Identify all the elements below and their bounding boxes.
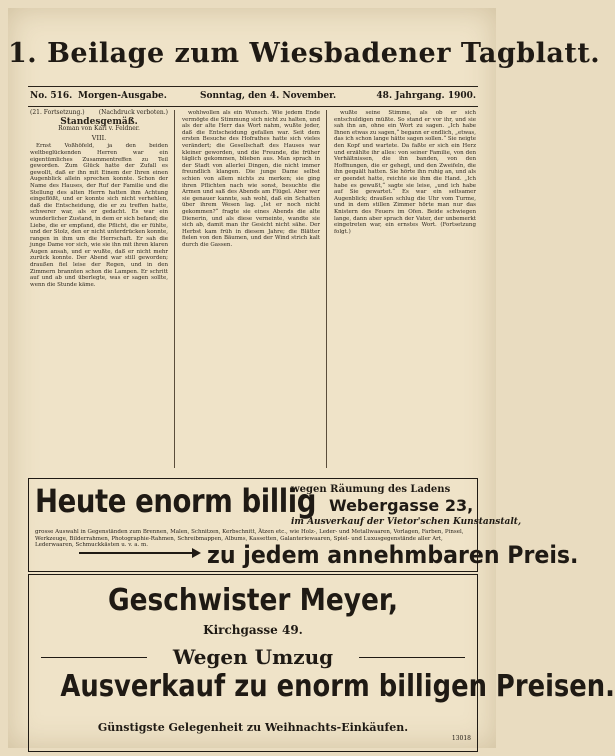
story-chapter: VIII. [91, 133, 107, 142]
issue-edition: Morgen-Ausgabe. [78, 91, 167, 101]
masthead-rule-top [28, 86, 478, 87]
issue-date: Sonntag, den 4. November. [200, 91, 337, 101]
newspaper-page [8, 8, 615, 748]
ad-reason: wegen Räumung des Ladens [291, 484, 451, 495]
masthead-rule-bottom [28, 106, 478, 107]
column-1 [30, 110, 168, 468]
ad-address: Webergasse 23, [329, 496, 474, 515]
story-byline: Roman von Karl v. Feldner. [58, 125, 140, 133]
ad-product-list: grosse Auswahl in Gegenständen zum Brennen, Malen, Schnitzen, Kerbschnitt, Ätzen etc., wie Holz-, Leder- und Metallwaaren, Vorlagen, Farben, Pinsel, Werkzeuge, Bilderrahmen, Photographie-Rahmen, Schreibmappen, Albums, Kassetten, Galanteriewaaren, Spiel- und Luxusgegenstände aller Art, Lederwaaren, Schmuckkästen u. v. a. m. [35, 529, 464, 548]
issue-number: No. 516. [30, 91, 73, 101]
ad-number: 13018 [451, 735, 471, 742]
column-2 [182, 110, 320, 468]
column-divider-2 [326, 110, 327, 468]
column-1-body: Ernst Voßhöfeld, ja den beiden weltbeglückenden Herren war ein eigentümliches Zusammentreffen zu Teil geworden. Zum Glück hatte der Zufall es gewollt, daß er ihn mit Einem der Ihren einen Augenblick allein sprechen konnte. Schon der Name des Hauses, der Ruf der Familie und die Stellung des alten Herrn hatten ihm Achtung eingeflößt, und er konnte sich nicht verhehlen, daß die Entscheidung, die er zu treffen hatte, schwerer war, als er gedacht. Es war ein wunderlicher Zustand, in dem er sich befand; die Liebe, die er empfand, die Pflicht, die er fühlte, und der Stolz, den er nicht unterdrücken konnte, rangen in ihm um die Herrschaft. Er sah die junge Dame vor sich, wie sie ihn mit ihren klaren Augen ansah, und er wußte, daß er nicht mehr zurück konnte. Der Abend war still geworden; draußen fiel leise der Regen, und in den Zimmern brannten schon die Lampen. Er schritt auf und ab und überlegte, was er sagen sollte, wenn die Stunde käme. [30, 143, 168, 288]
ad-headline: Heute enorm billig [35, 482, 317, 520]
ad-sale-headline: Ausverkauf zu enorm billigen Preisen. [60, 669, 615, 704]
column-1-header [30, 110, 168, 117]
reprint-note: (Nachdruck verboten.) [98, 109, 168, 116]
ad-shop-name: im Ausverkauf der Vietor'schen Kunstanstalt, [291, 517, 522, 527]
ad-footer-line: Günstigste Gelegenheit zu Weihnachts-Einkäufen. [97, 721, 409, 734]
ad-firm-name: Geschwister Meyer, [107, 583, 399, 618]
continuation-note: (21. Fortsetzung.) [30, 109, 85, 116]
ad-street: Kirchgasse 49. [203, 623, 303, 637]
masthead-title: 1. Beilage zum Wiesbadener Tagblatt. [8, 38, 601, 69]
ad-price-line: zu jedem annehmbaren Preis. [207, 541, 579, 569]
column-2-body: wohlwollen als ein Wunsch. Wie jedem Ende vermögte die Stimmung sich nicht zu halten, und als der alte Herr das Wort nahm, wußte jeder, daß die Entscheidung gefallen war. Seit dem ersten Besuche des Hofrathes hatte sich vieles verändert; die Gesellschaft des Hauses war kleiner geworden, und die Freunde, die früher täglich gekommen, blieben aus. Man sprach in der Stadt von allerlei Dingen, die nicht immer freundlich klangen. Die junge Dame selbst schien von allem nichts zu merken; sie ging ihren Pflichten nach wie sonst, besuchte die Armen und saß des Abends am Flügel. Aber wer sie genauer kannte, sah wohl, daß ein Schatten über ihrem Wesen lag. „Ist er noch nicht gekommen?“ fragte sie eines Abends die alte Dienerin, und als diese verneinte, wandte sie sich ab, damit man ihr Gesicht nicht sähe. Der Herbst kam früh in diesem Jahre; die Blätter fielen von den Bäumen, und der Wind strich kalt durch die Gassen. [182, 110, 320, 248]
arrow-right-icon [79, 552, 199, 554]
ad-moving-reason: Wegen Umzug [172, 645, 334, 669]
story-title: Standesgemäß. [60, 116, 138, 127]
issue-info-bar [30, 91, 476, 105]
advertisement-moving-sale [28, 574, 615, 752]
ad-rule-right [359, 657, 465, 658]
column-3-body: wußte seine Stimme, als ob er sich entschuldigen müßte. So stand er vor ihr, und sie sah ihn an, ohne ein Wort zu sagen. „Ich habe Ihnen etwas zu sagen,“ begann er endlich, „etwas, das ich schon lange hätte sagen sollen.“ Sie neigte den Kopf und wartete. Da faßte er sich ein Herz und erzählte ihr alles: von seiner Familie, von den Verhältnissen, die ihn banden, von den Hoffnungen, die er gehegt, und den Zweifeln, die ihn gequält hatten. Sie hörte ihn ruhig an, und als er geendet hatte, reichte sie ihm die Hand. „Ich habe es gewußt,“ sagte sie leise, „und ich habe auf Sie gewartet.“ Es war ein seltsamer Augenblick; draußen schlug die Uhr vom Turme, und in dem stillen Zimmer hörte man nur das Knistern des Feuers im Ofen. Beide schwiegen lange, dann aber sprach der Vater, der unbemerkt eingetreten war, ein ernstes Wort. (Fortsetzung folgt.) [334, 110, 476, 235]
column-divider-1 [174, 110, 175, 468]
advertisement-clearance [28, 478, 579, 572]
column-3 [334, 110, 476, 468]
issue-volume: 48. Jahrgang. 1900. [376, 91, 476, 101]
